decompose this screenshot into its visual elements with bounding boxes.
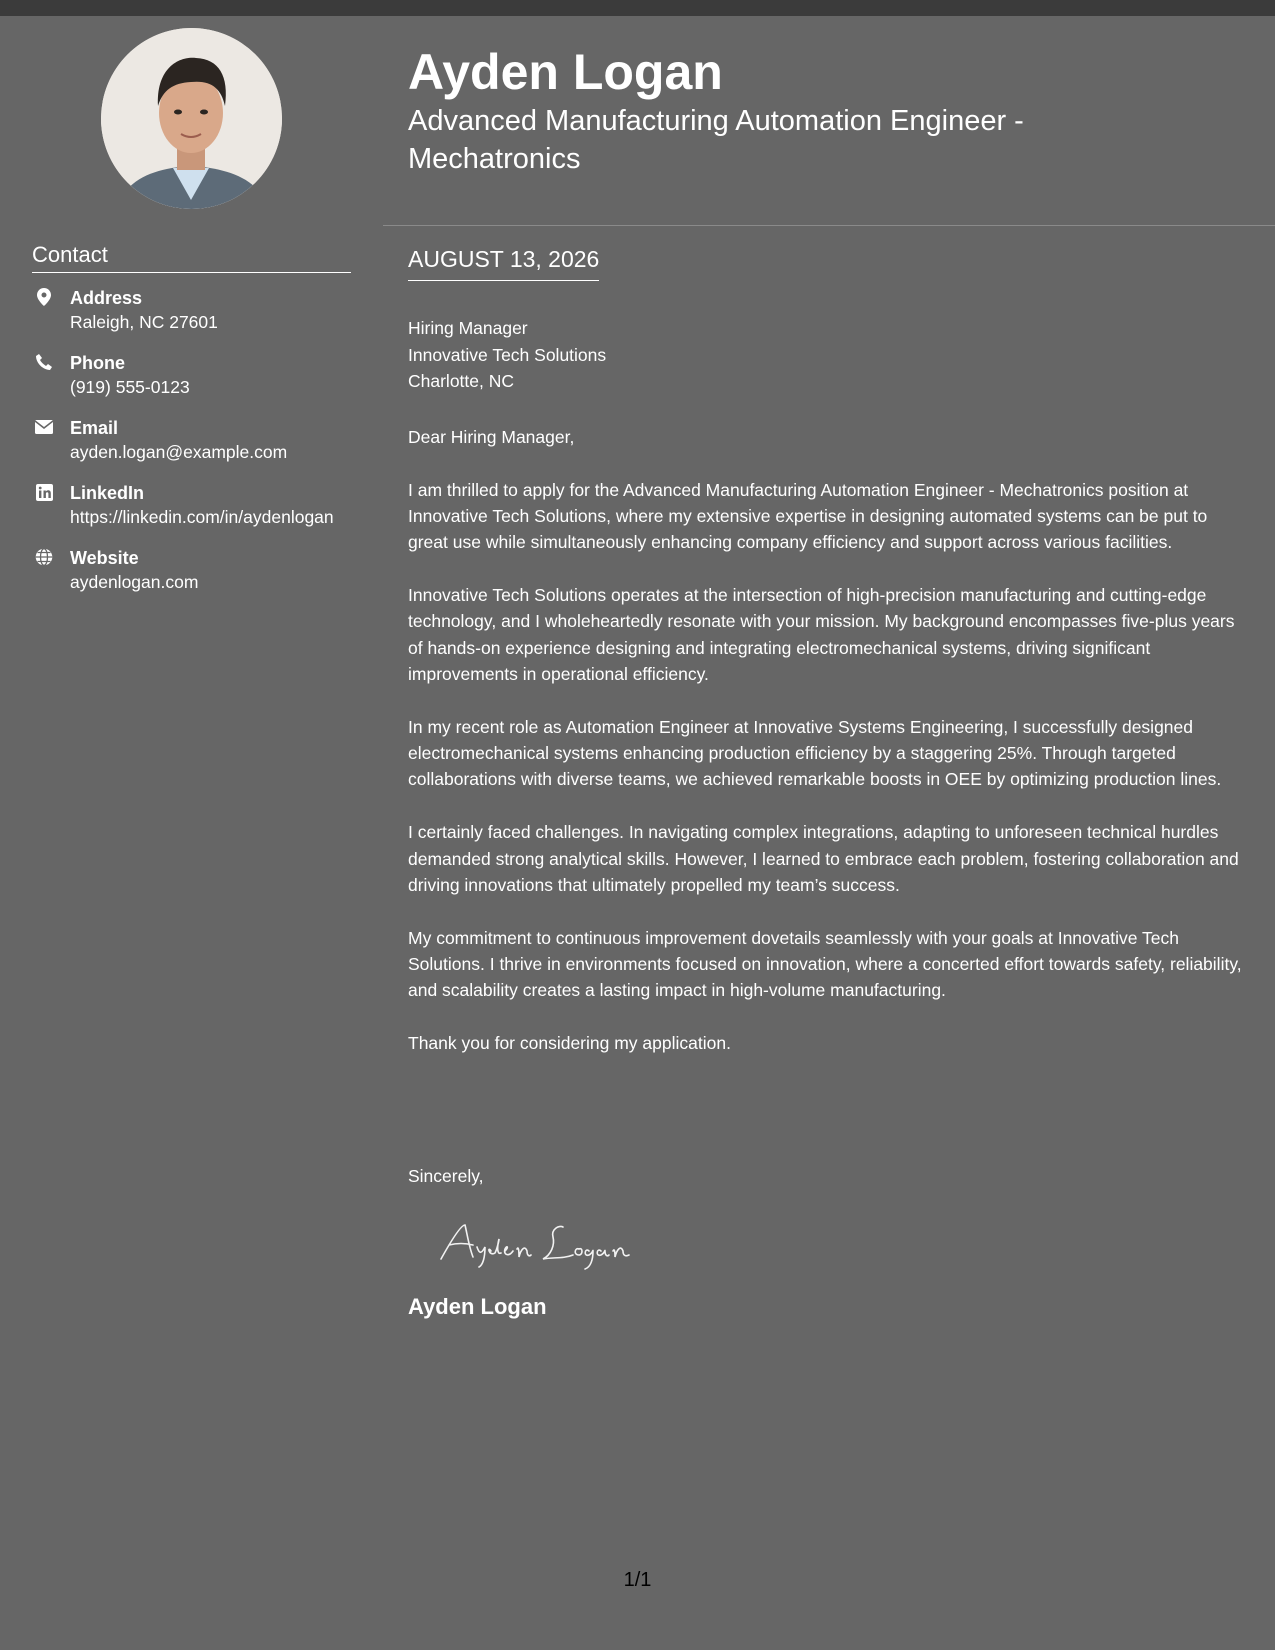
contact-label: Website — [70, 548, 139, 568]
contact-label: Phone — [70, 353, 126, 373]
contact-label: LinkedIn — [70, 483, 145, 503]
recipient-name: Hiring Manager — [408, 318, 528, 338]
contact-label: Email — [70, 418, 119, 438]
salutation: Dear Hiring Manager, — [408, 427, 575, 447]
recipient-block — [408, 315, 606, 395]
contact-value: ayden.logan@example.com — [70, 442, 288, 462]
contact-label: Address — [70, 288, 143, 308]
closing: Sincerely, — [408, 1166, 484, 1186]
contact-item-website — [32, 546, 352, 594]
phone-icon — [34, 352, 54, 372]
contact-value[interactable]: https://linkedin.com/in/aydenlogan — [70, 507, 334, 527]
page-number: 1/1 — [623, 1569, 652, 1591]
handwritten-signature — [433, 1211, 653, 1271]
body-paragraph: Innovative Tech Solutions operates at the intersection of high-precision manufacturing and cutting-edge technology, and I wholeheartedly resonate with your mission. My background encompasses five-plus years of hands-on experience designing and integrating electromechanical systems, driving significant improvements in operational efficiency. — [408, 585, 1235, 685]
linkedin-icon — [34, 482, 54, 502]
email-icon — [34, 417, 54, 437]
applicant-title: Advanced Manufacturing Automation Engineer - Mechatronics — [408, 105, 1024, 175]
contact-value: Raleigh, NC 27601 — [70, 312, 218, 332]
body-paragraph: My commitment to continuous improvement dovetails seamlessly with your goals at Innovative Tech Solutions. I thrive in environments focused on innovation, where a concerted effort towards safety, reliability, and scalability creates a lasting impact in high-volume manufacturing. — [408, 927, 1242, 1001]
letter-date: AUGUST 13, 2026 — [408, 244, 599, 281]
recipient-location: Charlotte, NC — [408, 371, 515, 391]
contact-item-phone — [32, 351, 352, 399]
thank-you-paragraph: Thank you for considering my application. — [408, 1033, 731, 1054]
contact-item-address — [32, 286, 352, 334]
letter-main — [383, 16, 1275, 1650]
viewer-top-bar — [0, 0, 1275, 16]
globe-icon — [34, 547, 54, 567]
contact-item-email — [32, 416, 352, 464]
body-paragraph: In my recent role as Automation Engineer at Innovative Systems Engineering, I successfully designed electromechanical systems enhancing production efficiency by a staggering 25%. Through targeted collaborations with diverse teams, we achieved remarkable boosts in OEE by optimizing production lines. — [408, 716, 1222, 790]
map-pin-icon — [34, 287, 54, 307]
contact-item-linkedin — [32, 481, 352, 529]
contact-list — [32, 286, 352, 611]
body-paragraph: I am thrilled to apply for the Advanced Manufacturing Automation Engineer - Mechatronics position at Innovative Tech Solutions, where my extensive expertise in designing automated systems can be put to great use while simultaneously enhancing company efficiency and support across various facilities. — [408, 479, 1208, 553]
contact-heading: Contact — [32, 242, 351, 273]
profile-photo — [101, 28, 282, 209]
sidebar — [0, 16, 383, 1650]
applicant-name: Ayden Logan — [408, 44, 723, 100]
signed-name: Ayden Logan — [408, 1294, 547, 1319]
header-divider — [383, 225, 1275, 226]
recipient-company: Innovative Tech Solutions — [408, 344, 607, 365]
contact-value: (919) 555-0123 — [70, 377, 190, 397]
letter-body — [408, 424, 1243, 1083]
body-paragraph: I certainly faced challenges. In navigating complex integrations, adapting to unforeseen technical hurdles demanded strong analytical skills. However, I learned to embrace each problem, fostering collaboration and driving innovations that ultimately propelled my team’s success. — [408, 822, 1239, 895]
contact-value[interactable]: aydenlogan.com — [70, 572, 199, 592]
